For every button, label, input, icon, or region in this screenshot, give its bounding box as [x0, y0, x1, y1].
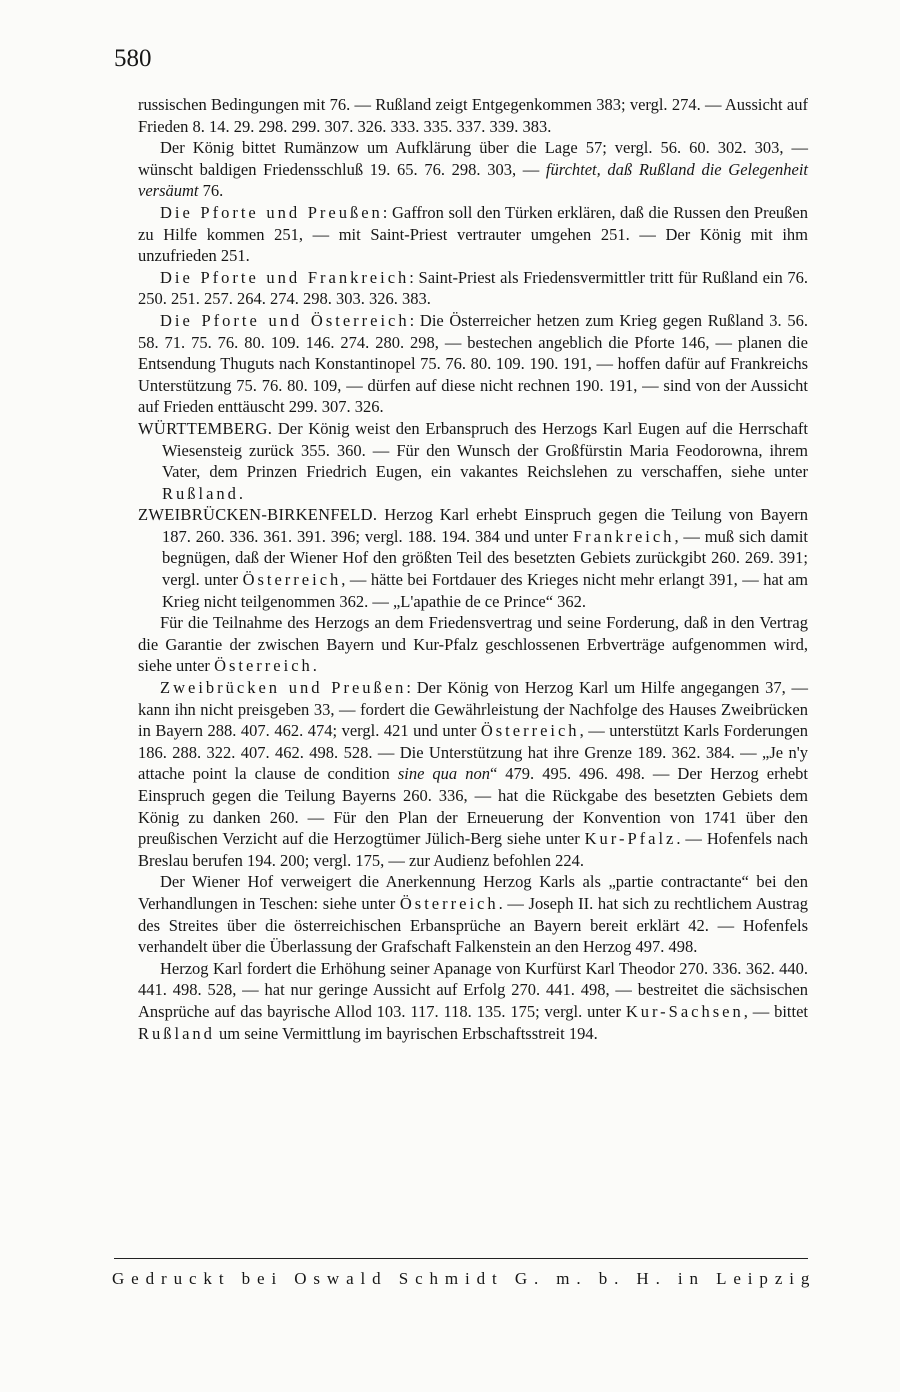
footer-rule — [114, 1258, 808, 1259]
text-run: , — unterstützt Karls Forderungen 186. 288. 322. 407. 462. 498. 528. — Die Unterstützung hat ihre Grenze 189. 362. 384. — „Je n'y attache point la clause de condition — [138, 721, 808, 784]
entry-heading: ZWEIBRÜCKEN-BIRKENFELD. — [138, 505, 378, 525]
zweibruecken-paragraph-1 — [138, 504, 808, 612]
text-run: um seine Vermittlung im bayrischen Erbschaftsstreit 194. — [214, 1023, 598, 1043]
subentry-pforte-oesterreich — [138, 310, 808, 418]
russland-paragraph-2 — [138, 137, 808, 202]
zweibruecken-paragraph-2 — [138, 612, 808, 677]
subentry-zweibruecken-preussen — [138, 677, 808, 871]
cross-reference: Österreich — [214, 656, 313, 676]
subentry-label: Die Pforte und Österreich — [160, 310, 410, 330]
text-run: . — Joseph II. hat sich zu rechtlichem Austrag des Streites über die österreichischen Erbansprüche an Bayern bereit erklärt 42. — Hofenfels verhandelt über die Überlassung der Grafschaft Falkenstein an den Herzog 497. 498. — [138, 893, 808, 957]
page-number: 580 — [114, 45, 152, 72]
text-run: : Die Österreicher hetzen zum Krieg gegen Rußland 3. 56. 58. 71. 75. 76. 80. 109. 146. 274. 280. 298, — bestechen angeblich die Pforte 146, — planen die Entsendung Thuguts nach Konstantinopel 75. 76. 80. 109. 190. 191, — hoffen dafür auf Frankreichs Unterstützung 75. 76. 80. 109, — dürfen auf diese nicht rechnen 190. 191, — sind von der Aussicht auf Frieden enttäuscht 299. 307. 326. — [138, 310, 808, 417]
zweibruecken-entry — [138, 504, 808, 1044]
cross-reference: Kur-Sachsen — [625, 1001, 744, 1021]
subentry-label: Die Pforte und Frankreich — [160, 267, 410, 287]
russland-entry-continuation — [138, 94, 808, 418]
text-run: Für die Teilnahme des Herzogs an dem Friedensvertrag und seine Forderung, daß in den Vertrag die Garantie der zwischen Bayern und Kur-Pfalz geschlossenen Erbverträge aufgenommen wird, siehe unter — [138, 613, 808, 676]
text-run: , — hätte bei Fortdauer des Krieges nicht mehr erlangt 391, — hat am Krieg nicht teilgenommen 362. — „L'apathie de ce Prince“ 362. — [162, 570, 808, 611]
text-run: : Gaffron soll den Türken erklären, daß die Russen den Preußen zu Hilfe kommen 251, — mit Saint-Priest vertrauter umgehen 251. — Der König mit ihm unzufrieden 251. — [138, 202, 808, 266]
text-run: : Der König von Herzog Karl um Hilfe angegangen 37, — kann ihn nicht preisgeben 33, — fordert die Gewährleistung der Nachfolge des Hauses Zweibrücken in Bayern 288. 407. 462. 474; vergl. 421 und unter — [138, 678, 808, 741]
russland-paragraph-1: russischen Bedingungen mit 76. — Rußland zeigt Entgegenkommen 383; vergl. 274. — Aussicht auf Frieden 8. 14. 29. 298. 299. 307. 326. 333. 335. 337. 339. 383. — [138, 95, 808, 136]
cross-reference: Kur-Pfalz — [584, 829, 677, 849]
text-run: . — [238, 483, 244, 503]
entry-heading: WÜRTTEMBERG. — [138, 418, 273, 438]
text-run: . — Hofenfels nach Breslau berufen 194. 200; vergl. 175, — zur Audienz befohlen 224. — [138, 829, 808, 870]
subentry-label: Die Pforte und Preußen — [160, 202, 383, 222]
index-text — [138, 94, 808, 1044]
zweibruecken-paragraph-4 — [138, 871, 808, 957]
text-run: , — muß sich damit begnügen, daß der Wiener Hof den größten Teil des besetzten Gebiets zurückgibt 260. 269. 391; vergl. unter — [162, 526, 809, 590]
italic-run: sine qua non — [397, 764, 490, 784]
subentry-pforte-frankreich — [138, 267, 808, 310]
text-run: Der König weist den Erbanspruch des Herzogs Karl Eugen auf die Herrschaft Wiesensteig zurück 355. 360. — Für den Wunsch der Großfürstin Maria Feodorowna, ihrem Vater, dem Prinzen Friedrich Eugen, ein vakantes Reichslehen zu verschaffen, siehe unter — [162, 418, 808, 482]
cross-reference: Frankreich — [572, 526, 675, 546]
cross-reference: Rußland — [138, 1023, 215, 1043]
cross-reference: Rußland — [162, 483, 239, 503]
text-run: . — [312, 656, 317, 676]
wuerttemberg-entry — [138, 418, 808, 504]
cross-reference: Österreich — [242, 570, 342, 590]
cross-reference: Österreich — [399, 893, 499, 913]
text-run: Der Wiener Hof verweigert die Anerkennung Herzog Karls als „partie contractante“ bei den Verhandlungen in Teschen: siehe unter — [138, 872, 808, 913]
text-run: Herzog Karl fordert die Erhöhung seiner Apanage von Kurfürst Karl Theodor 270. 336. 362. 440. 441. 498. 528, — hat nur geringe Aussicht auf Erfolg 270. 441. 498, — bestreitet die sächsischen Ansprüche auf das bayrische Allod 103. 117. 118. 135. 175; vergl. unter — [138, 958, 808, 1021]
wuerttemberg-paragraph — [138, 418, 808, 504]
subentry-pforte-preussen — [138, 202, 808, 267]
text-run: , — bittet — [743, 1001, 808, 1021]
text-run: 76. — [198, 181, 224, 201]
text-run: “ 479. 495. 496. 498. — Der Herzog erhebt Einspruch gegen die Teilung Bayerns 260. 336, — hat die Rückgabe des besetzten Gebiets dem König zu danken 260. — Für den Plan der Erneuerung der Konvention von 1741 über den preußischen Verzicht auf die Herzogtümer Jülich-Berg siehe unter — [138, 764, 808, 849]
zweibruecken-paragraph-5 — [138, 958, 808, 1044]
subentry-label: Zweibrücken und Preußen — [160, 678, 407, 698]
cross-reference: Österreich — [480, 721, 580, 741]
text-run: Der König bittet Rumänzow um Aufklärung über die Lage 57; vergl. 56. 60. 302. 303, — wünscht baldigen Friedensschluß 19. 65. 76. 298. 303, — — [138, 138, 808, 179]
italic-run: fürchtet, daß Rußland die Gelegenheit versäumt — [138, 159, 808, 201]
printer-imprint: Gedruckt bei Oswald Schmidt G. m. b. H. in Leipzig — [112, 1269, 817, 1288]
text-run: Herzog Karl erhebt Einspruch gegen die Teilung von Bayern 187. 260. 336. 361. 391. 396; vergl. 188. 194. 384 und unter — [162, 505, 808, 546]
text-run: : Saint-Priest als Friedensvermittler tritt für Rußland ein 76. 250. 251. 257. 264. 274. 298. 303. 326. 383. — [138, 267, 808, 309]
